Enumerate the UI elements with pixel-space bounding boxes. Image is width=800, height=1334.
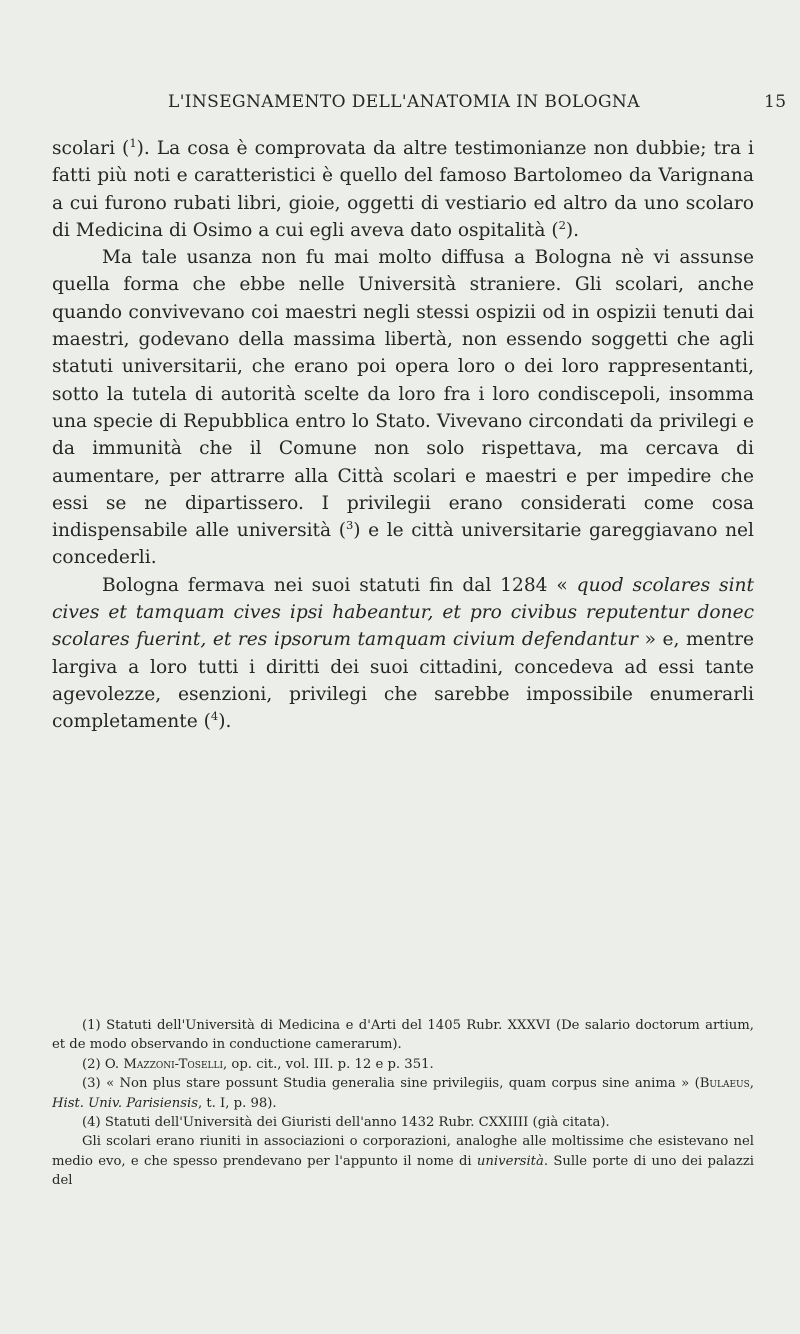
paragraph-3: Bologna fermava nei suoi statuti fin dal 1284 « quod scolares sint cives et tamquam cives ipsi habeantur, et pro civibus reputentur donec scolares fuerint, et res ipsorum tamquam civium defendantur » e, mentre largiva a loro tutti i diritti dei suoi cittadini, concedeva ad essi tante agevolezze, esenzioni, privilegi che sarebbe impossibile enumerarli completamente ($^4$).: [52, 574, 754, 733]
footnote-2: (2) O. Mazzoni-Toselli, op. cit., vol. III. p. 12 e p. 351.: [82, 1056, 434, 1072]
page-number: 15: [764, 92, 787, 112]
work-title: Hist. Univ. Parisiensis: [52, 1095, 198, 1111]
footnote-ref-2: 2: [558, 217, 566, 232]
footnote-ref-1: 1: [129, 135, 137, 150]
main-text: [52, 135, 754, 736]
paragraph-2: Ma tale usanza non fu mai molto diffusa a Bologna nè vi assunse quella forma che ebbe nelle Università straniere. Gli scolari, anche quando convivevano coi maestri negli stessi ospizii od in ospizii tenuti dai maestri, godevano della massima libertà, non essendo soggetti che agli statuti universitarii, che erano poi opera loro o dei loro rappresentanti, sotto la tutela di autorità scelte da loro fra i loro condiscepoli, insomma una specie di Repubblica entro lo Stato. Vivevano circondati da privilegi e da immunità che il Comune non solo rispettava, ma cercava di aumentare, per attrarre alla Città scolari e maestri e per impedire che essi se ne dipartissero. I privilegii erano considerati come cosa indispensabile alle università ($^3$) e le città universitarie gareggiavano nel concederli.: [52, 247, 754, 569]
latin-quote: quod scolares sint cives et tamquam cives ipsi habeantur, et pro civibus reputentur donec scolares fuerint, et res ipsorum tamquam civium defendantur: [52, 574, 754, 651]
author-name: Bulaeus: [699, 1076, 750, 1092]
footnotes: [52, 1016, 754, 1191]
footnote-3: (3) « Non plus stare possunt Studia generalia sine privilegiis, quam corpus sine anima » (Bulaeus, Hist. Univ. Parisiensis, t. I, p. 98).: [52, 1076, 754, 1111]
author-name: Mazzoni-Toselli: [123, 1056, 224, 1072]
footnote-1: (1) Statuti dell'Università di Medicina e d'Arti del 1405 Rubr. XXXVI (De salario doctorum artium, et de modo observando in conductione camerarum).: [52, 1018, 754, 1053]
header-title: L'INSEGNAMENTO DELL'ANATOMIA IN BOLOGNA: [168, 92, 640, 112]
paragraph-1: scolari ($^1$). La cosa è comprovata da altre testimonianze non dubbie; tra i fatti più noti e caratteristici è quello del famoso Bartolomeo da Varignana a cui furono rubati libri, gioie, oggetti di vestiario ed altro da uno scolaro di Medicina di Osimo a cui egli aveva dato ospitalità ($^2$).: [52, 135, 755, 241]
running-header: [168, 92, 800, 112]
footnote-ref-4: 4: [210, 709, 219, 724]
footnote-ref-3: 3: [345, 517, 354, 532]
footnote-4: (4) Statuti dell'Università dei Giuristi dell'anno 1432 Rubr. CXXIIII (già citata).: [82, 1115, 610, 1131]
emphasized-word: università: [476, 1153, 544, 1169]
footnote-continuation: Gli scolari erano riuniti in associazioni o corporazioni, analoghe alle moltissime che esistevano nel medio evo, e che spesso prendevano per l'appunto il nome di università. Sulle porte di uno dei palazzi del: [52, 1134, 754, 1189]
